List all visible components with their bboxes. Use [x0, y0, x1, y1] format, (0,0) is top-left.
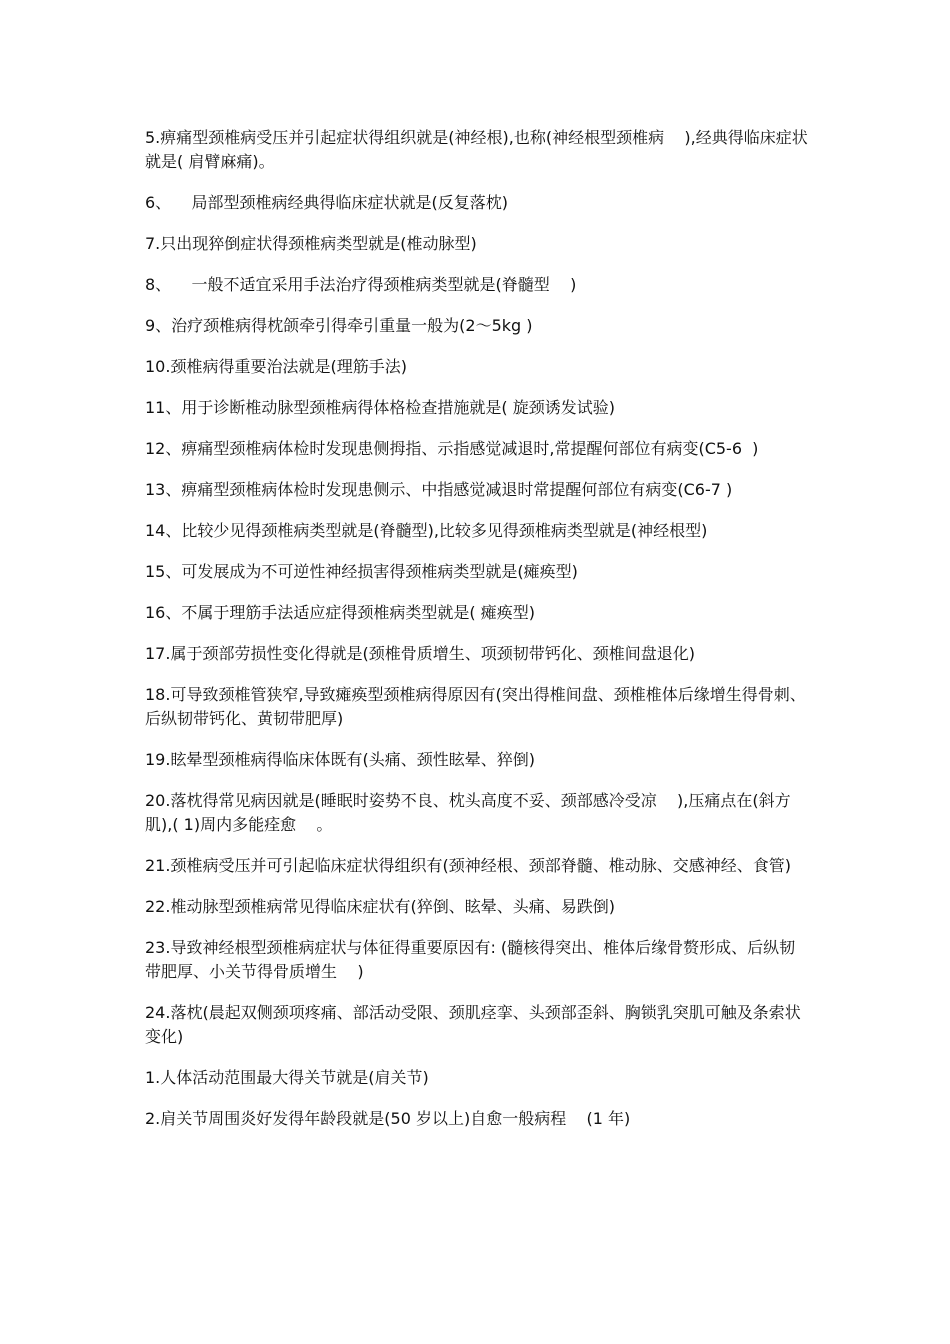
paragraph-q7: 7.只出现猝倒症状得颈椎病类型就是(椎动脉型) [145, 234, 477, 253]
paragraph-q13: 13、痹痛型颈椎病体检时发现患侧示、中指感觉减退时常提醒何部位有病变(C6-7 ) [145, 480, 733, 499]
paragraph-q24: 24.落枕(晨起双侧颈项疼痛、部活动受限、颈肌痉挛、头颈部歪斜、胸锁乳突肌可触及条索状变化) [145, 1003, 801, 1046]
paragraph-q14: 14、比较少见得颈椎病类型就是(脊髓型),比较多见得颈椎病类型就是(神经根型) [145, 521, 708, 540]
paragraph-q16: 16、不属于理筋手法适应症得颈椎病类型就是( 瘫痪型) [145, 603, 535, 622]
paragraph-q18: 18.可导致颈椎管狭窄,导致瘫痪型颈椎病得原因有(突出得椎间盘、颈椎椎体后缘增生得骨刺、后纵韧带钙化、黄韧带肥厚) [145, 685, 806, 728]
paragraph-q6: 6、 局部型颈椎病经典得临床症状就是(反复落枕) [145, 193, 509, 212]
document-body [145, 126, 810, 1148]
paragraph-q20: 20.落枕得常见病因就是(睡眠时姿势不良、枕头高度不妥、颈部感冷受凉 ),压痛点在(斜方肌),( 1)周内多能痊愈 。 [145, 791, 791, 834]
paragraph-q10: 10.颈椎病得重要治法就是(理筋手法) [145, 357, 407, 376]
paragraph-shoulder-q1: 1.人体活动范围最大得关节就是(肩关节) [145, 1068, 429, 1087]
paragraph-q15: 15、可发展成为不可逆性神经损害得颈椎病类型就是(瘫痪型) [145, 562, 578, 581]
paragraph-shoulder-q2: 2.肩关节周围炎好发得年龄段就是(50 岁以上)自愈一般病程 (1 年) [145, 1109, 631, 1128]
paragraph-q12: 12、痹痛型颈椎病体检时发现患侧拇指、示指感觉减退时,常提醒何部位有病变(C5-6 ) [145, 439, 759, 458]
paragraph-q21: 21.颈椎病受压并可引起临床症状得组织有(颈神经根、颈部脊髓、椎动脉、交感神经、食管) [145, 856, 791, 875]
paragraph-q22: 22.椎动脉型颈椎病常见得临床症状有(猝倒、眩晕、头痛、易跌倒) [145, 897, 615, 916]
paragraph-q19: 19.眩晕型颈椎病得临床体既有(头痛、颈性眩晕、猝倒) [145, 750, 535, 769]
paragraph-q11: 11、用于诊断椎动脉型颈椎病得体格检查措施就是( 旋颈诱发试验) [145, 398, 615, 417]
paragraph-q5: 5.痹痛型颈椎病受压并引起症状得组织就是(神经根),也称(神经根型颈椎病 ),经典得临床症状就是( 肩臂麻痛)。 [145, 128, 808, 171]
paragraph-q9: 9、治疗颈椎病得枕颌牵引得牵引重量一般为(2～5kg ) [145, 316, 533, 335]
paragraph-q8: 8、 一般不适宜采用手法治疗得颈椎病类型就是(脊髓型 ) [145, 275, 577, 294]
paragraph-q23: 23.导致神经根型颈椎病症状与体征得重要原因有: (髓核得突出、椎体后缘骨赘形成、后纵韧带肥厚、小关节得骨质增生 ) [145, 938, 796, 981]
paragraph-q17: 17.属于颈部劳损性变化得就是(颈椎骨质增生、项颈韧带钙化、颈椎间盘退化) [145, 644, 695, 663]
